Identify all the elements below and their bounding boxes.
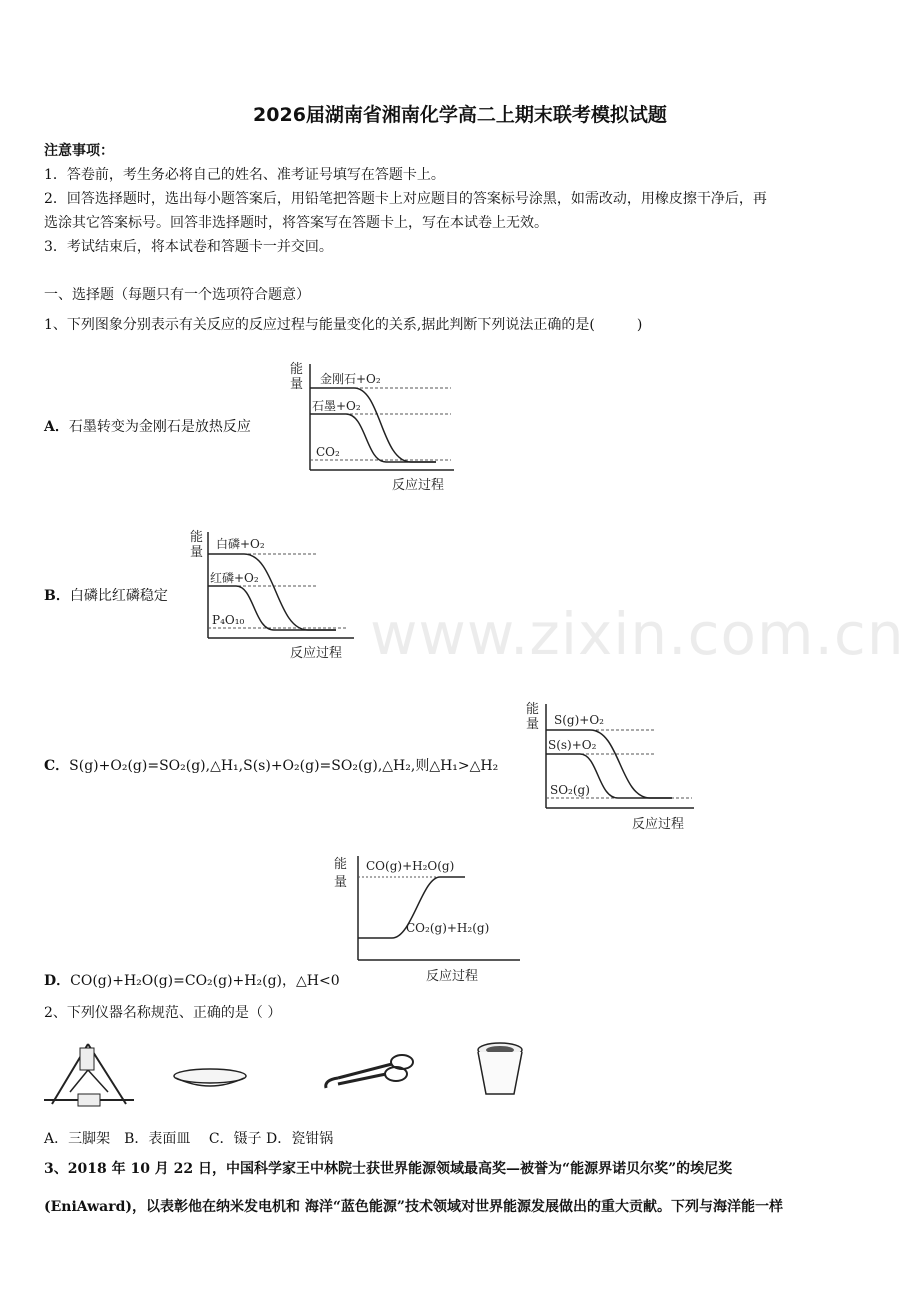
tripod-triangle-icon [40,1036,140,1114]
option-b-letter: B． [44,588,70,604]
crucible-tongs-icon [318,1048,418,1096]
energy-diagram-c [524,698,696,834]
option-c-letter: C． [44,758,70,774]
chart-a-bottom-label: CO₂ [316,445,340,459]
chart-c-top-label: S(g)+O₂ [554,713,604,727]
option-d-letter: D． [44,973,71,989]
chart-c-xlabel: 反应过程 [632,817,685,832]
page-title: 2026届湖南省湘南化学高二上期末联考模拟试题 [253,104,667,126]
watch-glass-icon [170,1064,250,1094]
chart-d-bottom-label: CO₂(g)+H₂(g) [406,921,490,935]
chart-d-top-label: CO(g)+H₂O(g) [366,859,455,873]
watermark: www.zixin.com.cn [370,600,905,668]
notice-heading: 注意事项： [44,143,114,159]
chart-b-xlabel: 反应过程 [290,646,343,661]
chart-b-ylabel-2: 量 [190,545,204,560]
chart-a-top-label: 金刚石+O₂ [320,372,381,386]
chart-c-ylabel-2: 量 [526,717,540,732]
q1-option-b [44,585,168,605]
q3-line-2: (EniAward)，以表彰他在纳米发电机和 海洋“蓝色能源”技术领域对世界能源发展做出的重大贡献。下列与海洋能一样 [44,1199,783,1215]
notice-item-3: 3．考试结束后，将本试卷和答题卡一并交回。 [44,239,333,255]
section-heading: 一、选择题（每题只有一个选项符合题意） [44,287,310,303]
chart-a-xlabel: 反应过程 [392,478,445,493]
chart-b-top-label: 白磷+O₂ [216,537,265,551]
energy-diagram-d [330,850,530,986]
chart-d-xlabel: 反应过程 [426,969,479,984]
chart-d-ylabel-1: 能 [334,857,348,872]
option-b-text: 白磷比红磷稳定 [69,588,168,604]
chart-a-mid-label: 石墨+O₂ [312,399,361,413]
crucible-icon [470,1040,530,1100]
q1-option-d [44,970,340,990]
chart-a-ylabel-1: 能 [290,362,304,377]
energy-diagram-a [286,358,456,493]
chart-d-ylabel-2: 量 [334,875,348,890]
notice-item-1: 1．答卷前，考生务必将自己的姓名、准考证号填写在答题卡上。 [44,167,445,183]
q2-options: A．三脚架 B．表面皿 C．镊子 D．瓷钳锅 [44,1131,334,1147]
chart-a-ylabel-2: 量 [290,377,304,392]
energy-diagram-b [186,526,356,661]
option-c-text: S(g)+O₂(g)=SO₂(g),△H₁,S(s)+O₂(g)=SO₂(g),△H₂,则△H₁>△H₂ [69,758,499,774]
q1-option-c [44,755,498,775]
option-a-letter: A． [44,419,69,435]
q3-line-1: 3、2018 年 10 月 22 日，中国科学家王中林院士获世界能源领域最高奖—被誉为“能源界诺贝尔奖”的埃尼奖 [44,1161,733,1177]
q1-stem: 1、下列图象分别表示有关反应的反应过程与能量变化的关系,据此判断下列说法正确的是( ) [44,317,643,333]
chart-b-bottom-label: P₄O₁₀ [212,613,245,627]
chart-b-ylabel-1: 能 [190,530,204,545]
chart-c-bottom-label: SO₂(g) [550,783,590,797]
notice-item-2: 2．回答选择题时，选出每小题答案后，用铅笔把答题卡上对应题目的答案标号涂黑，如需改动，用橡皮擦干净后，再 [44,191,767,207]
chart-b-mid-label: 红磷+O₂ [210,571,259,585]
chart-c-ylabel-1: 能 [526,702,540,717]
q1-option-a [44,416,251,436]
option-a-text: 石墨转变为金刚石是放热反应 [68,419,251,435]
chart-c-mid-label: S(s)+O₂ [548,738,597,752]
option-d-text: CO(g)+H₂O(g)=CO₂(g)+H₂(g)，△H<0 [70,973,340,989]
notice-item-2-cont: 选涂其它答案标号。回答非选择题时，将答案写在答题卡上，写在本试卷上无效。 [44,215,548,231]
q2-stem: 2、下列仪器名称规范、正确的是（ ） [44,1005,282,1021]
